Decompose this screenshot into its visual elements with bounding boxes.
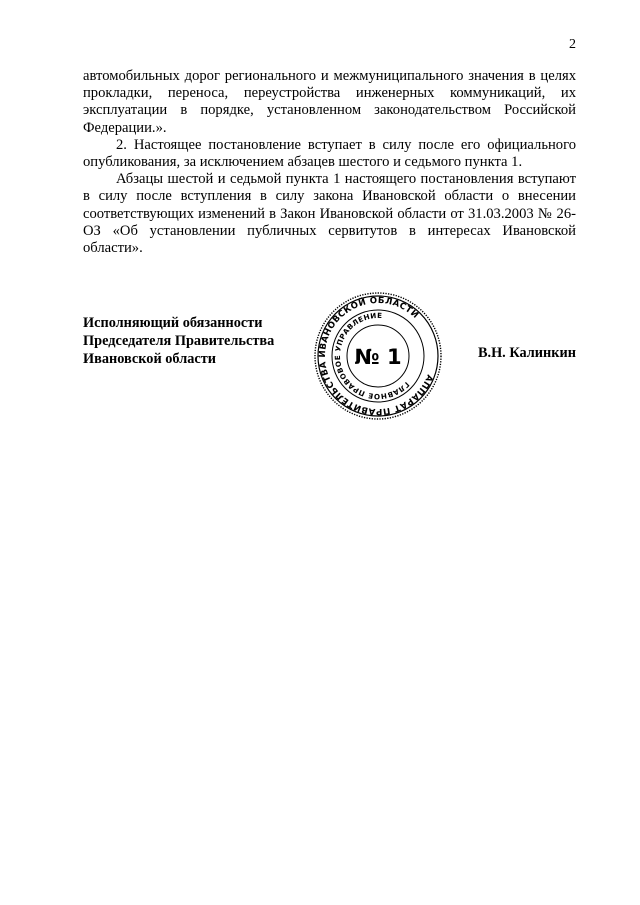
document-body [83,68,576,257]
signatory-position-line: Исполняющий обязанности [83,315,263,331]
signatory-position [83,314,274,368]
paragraph-item-2: 2. Настоящее постановление вступает в силу после его официального опубликования, за исключением абзацев шестого и седьмого пункта 1. [83,136,576,171]
paragraph-effective-date: Абзацы шестой и седьмой пункта 1 настоящего постановления вступают в силу после вступления в силу закона Ивановской области о внесении соответствующих изменений в Закон Ивановской области от 31.03.2003 № 26-ОЗ «Об установлении публичных сервитутов в интересах Ивановской области». [83,171,576,257]
seal-number: № 1 [354,345,402,369]
signatory-position-line: Председателя Правительства [83,333,275,349]
signatory-position-line: Ивановской области [83,351,216,367]
signatory-name: В.Н. Калинкин [477,345,576,361]
seal-outer-text: АППАРАТ ПРАВИТЕЛЬСТВА ИВАНОВСКОЙ ОБЛАСТИ [317,295,435,417]
seal-inner-text: ГЛАВНОЕ ПРАВОВОЕ УПРАВЛЕНИЕ [332,310,412,402]
page-number: 2 [569,37,576,52]
paragraph-continuation: автомобильных дорог регионального и межмуниципального значения в целях прокладки, переноса, переустройства инженерных коммуникаций, их эксплуатации в порядке, установленном законодательством Российской Федерации.». [83,68,576,136]
official-seal [312,290,444,422]
